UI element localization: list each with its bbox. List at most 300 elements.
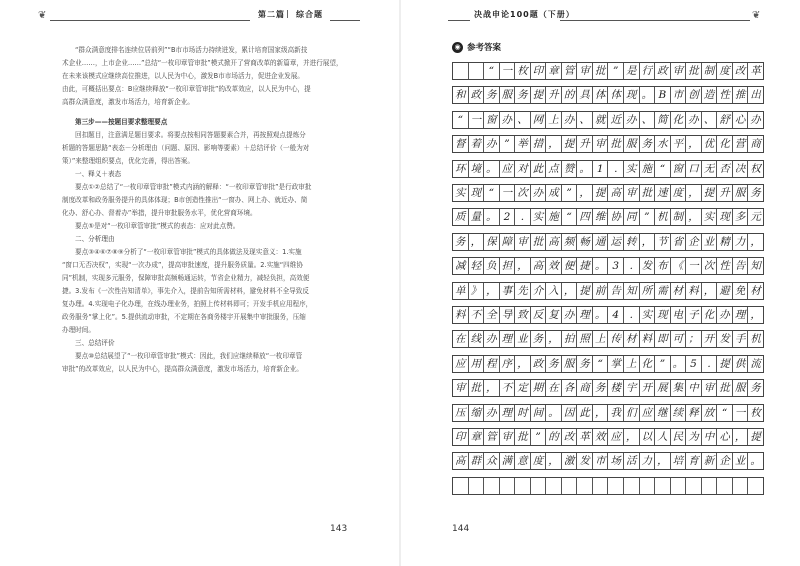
grid-cell: 释 xyxy=(686,405,702,421)
grid-cell xyxy=(702,478,718,494)
grid-cell: ， xyxy=(469,234,485,250)
grid-cell: “ xyxy=(655,161,671,177)
grid-cell: 上 xyxy=(546,112,562,128)
grid-cell: ， xyxy=(593,405,609,421)
grid-cell: 一 xyxy=(686,258,702,274)
grid-cell: 活 xyxy=(624,453,640,469)
grid-cell: 反 xyxy=(531,307,547,323)
grid-row xyxy=(452,111,764,129)
grid-cell: 升 xyxy=(717,185,733,201)
paragraph: 要点⑩总结展望了“一枚印章管审批”模式：因此，我们应继续释放“一枚印章管 xyxy=(75,352,303,360)
grid-cell xyxy=(453,63,469,79)
grid-cell: 料 xyxy=(686,283,702,299)
grid-cell: 满 xyxy=(500,453,516,469)
grid-cell: 众 xyxy=(484,453,500,469)
grid-cell: 和 xyxy=(453,87,469,103)
grid-cell: 2 xyxy=(500,209,516,225)
grid-cell: 化 xyxy=(717,136,733,152)
grid-cell xyxy=(655,478,671,494)
paragraph: 由此，可概括出要点：B应继续释放“一枚印章管审批”的改革效应，以人民为中心，提 xyxy=(62,85,311,93)
grid-cell: 优 xyxy=(702,136,718,152)
page-number: 144 xyxy=(452,524,470,534)
grid-cell: 料 xyxy=(453,307,469,323)
grid-cell: ， xyxy=(702,283,718,299)
paragraph: 捷。3.发布《一次性告知清单》，事先介入，提前告知所需材料，避免材料不全导致反 xyxy=(62,287,309,295)
grid-cell: 办 xyxy=(562,307,578,323)
header-ornament-icon: ❦ xyxy=(38,10,47,21)
grid-cell: 。 xyxy=(671,356,687,372)
grid-cell: ， xyxy=(484,283,500,299)
grid-cell: 减 xyxy=(453,258,469,274)
grid-cell: 以 xyxy=(640,429,656,445)
grid-cell: 创 xyxy=(686,87,702,103)
grid-cell: 提 xyxy=(717,356,733,372)
grid-cell: 出 xyxy=(750,89,761,102)
grid-cell: 为 xyxy=(686,429,702,445)
grid-cell: 转 xyxy=(624,234,640,250)
grid-row xyxy=(452,330,764,348)
grid-cell xyxy=(562,478,578,494)
grid-cell: ， xyxy=(640,234,656,250)
grid-cell: 多 xyxy=(733,209,749,225)
answer-badge-icon: ◉ xyxy=(452,42,463,53)
grid-cell: 楼 xyxy=(608,380,624,396)
grid-row xyxy=(452,233,764,251)
grid-cell xyxy=(469,63,485,79)
grid-cell: 的 xyxy=(546,429,562,445)
grid-cell: 施 xyxy=(546,209,562,225)
grid-cell: 集 xyxy=(671,380,687,396)
grid-cell: 一 xyxy=(733,405,749,421)
grid-cell: ， xyxy=(546,453,562,469)
grid-cell: 传 xyxy=(608,331,624,347)
grid-cell: 体 xyxy=(608,87,624,103)
grid-row xyxy=(452,379,764,397)
grid-cell: 心 xyxy=(733,112,749,128)
grid-cell: 程 xyxy=(484,356,500,372)
grid-cell: 高 xyxy=(546,234,562,250)
grid-cell: 。 xyxy=(593,307,609,323)
grid-cell: 畅 xyxy=(577,234,593,250)
grid-cell: 掌 xyxy=(608,356,624,372)
grid-cell xyxy=(671,478,687,494)
grid-cell: 批 xyxy=(686,63,702,79)
grid-cell: 应 xyxy=(640,405,656,421)
grid-cell: 性 xyxy=(717,87,733,103)
grid-cell: 压 xyxy=(453,405,469,421)
grid-cell: 审 xyxy=(515,234,531,250)
grid-cell: 导 xyxy=(500,307,516,323)
grid-cell: 化 xyxy=(671,112,687,128)
paragraph: 要点⑤是对“一枚印章管审批”模式的表态：应对此点赞。 xyxy=(75,222,240,230)
grid-cell: 批 xyxy=(608,136,624,152)
paragraph: 复办理。4.实现电子化办理，在线办理业务，拍照上传材料即可；开发手机应用程序， xyxy=(62,300,313,308)
grid-cell: 改 xyxy=(733,63,749,79)
grid-cell: 批 xyxy=(469,380,485,396)
grid-cell: 材 xyxy=(750,284,761,297)
grid-cell: 体 xyxy=(593,87,609,103)
grid-cell: 实 xyxy=(702,209,718,225)
paragraph: 化办、舒心办、督着办”举措，提升审批服务水平，优化营商环境。 xyxy=(62,209,257,217)
grid-cell: 升 xyxy=(577,136,593,152)
grid-cell: 运 xyxy=(608,234,624,250)
grid-cell: 否 xyxy=(717,161,733,177)
grid-cell: 办 xyxy=(484,331,500,347)
grid-cell: 发 xyxy=(717,331,733,347)
grid-cell: 服 xyxy=(562,356,578,372)
grid-cell: 务 xyxy=(577,356,593,372)
grid-cell xyxy=(624,478,640,494)
grid-cell: ， xyxy=(515,258,531,274)
grid-cell: 致 xyxy=(515,307,531,323)
grid-cell: 需 xyxy=(655,283,671,299)
grid-cell: 理 xyxy=(733,307,749,323)
grid-cell: 施 xyxy=(640,161,656,177)
grid-cell: 市 xyxy=(671,87,687,103)
grid-cell: 管 xyxy=(562,63,578,79)
grid-cell: 。 xyxy=(593,258,609,274)
grid-cell: 理 xyxy=(500,331,516,347)
grid-cell: 宇 xyxy=(624,380,640,396)
grid-cell: 子 xyxy=(686,307,702,323)
grid-cell: ， xyxy=(562,283,578,299)
grid-cell: 民 xyxy=(671,429,687,445)
grid-cell: 决 xyxy=(733,161,749,177)
grid-cell: “ xyxy=(484,185,500,201)
grid-cell: 维 xyxy=(593,209,609,225)
grid-cell: 全 xyxy=(484,307,500,323)
grid-cell xyxy=(748,478,763,494)
grid-cell: “ xyxy=(562,209,578,225)
grid-cell: 办 xyxy=(531,185,547,201)
grid-cell: 批 xyxy=(515,429,531,445)
grid-cell: 应 xyxy=(500,161,516,177)
grid-cell: 服 xyxy=(500,87,516,103)
grid-cell: 发 xyxy=(640,258,656,274)
grid-cell: 不 xyxy=(469,307,485,323)
grid-cell: 人 xyxy=(655,429,671,445)
grid-row xyxy=(452,306,764,324)
grid-cell: 应 xyxy=(608,429,624,445)
grid-cell: ” xyxy=(531,429,547,445)
grid-cell: 审 xyxy=(500,429,516,445)
page-number: 143 xyxy=(330,524,348,534)
grid-cell: ， xyxy=(484,380,500,396)
grid-cell xyxy=(546,478,562,494)
grid-cell: 元 xyxy=(750,211,761,224)
grid-cell: 照 xyxy=(577,331,593,347)
grid-cell: 理 xyxy=(500,405,516,421)
grid-row xyxy=(452,452,764,470)
grid-cell: 务 xyxy=(531,331,547,347)
grid-cell: 对 xyxy=(515,161,531,177)
paragraph: “窗口无否决权”，实现“一次办成”，提高审批速度，提升服务质量。2.实施“四维协 xyxy=(62,261,303,269)
grid-cell: ， xyxy=(686,185,702,201)
grid-cell: 。 xyxy=(577,161,593,177)
grid-cell: 企 xyxy=(686,234,702,250)
grid-cell: 因 xyxy=(562,405,578,421)
paragraph: 政务服务“掌上化”。5.提供流动审批，不定期在各商务楼宇开展集中审批服务，压缩 xyxy=(62,313,306,321)
grid-cell xyxy=(717,478,733,494)
grid-cell xyxy=(453,478,469,494)
grid-cell: 升 xyxy=(546,87,562,103)
grid-cell: 培 xyxy=(671,453,687,469)
grid-cell: 们 xyxy=(624,405,640,421)
grid-cell: 开 xyxy=(640,380,656,396)
grid-cell: 捷 xyxy=(577,258,593,274)
grid-cell: 开 xyxy=(702,331,718,347)
grid-cell: 审 xyxy=(624,185,640,201)
grid-cell: 度 xyxy=(531,453,547,469)
grid-cell: 办 xyxy=(750,113,761,126)
section-heading: 二、分析理由 xyxy=(75,235,115,243)
grid-cell xyxy=(500,478,516,494)
grid-cell: 频 xyxy=(562,234,578,250)
grid-cell: 务 xyxy=(750,382,761,395)
grid-cell: 入 xyxy=(546,283,562,299)
paragraph: 策）”来整理组织要点，优化完善，得出答案。 xyxy=(62,157,194,165)
grid-cell: 窗 xyxy=(671,161,687,177)
header-divider: | xyxy=(286,9,290,18)
grid-cell: 化 xyxy=(640,356,656,372)
grid-cell: 《 xyxy=(671,258,687,274)
grid-cell: 近 xyxy=(608,112,624,128)
grid-cell: 中 xyxy=(686,380,702,396)
grid-cell xyxy=(531,478,547,494)
grid-cell: 提 xyxy=(562,136,578,152)
grid-cell: 线 xyxy=(469,331,485,347)
grid-row xyxy=(452,428,764,446)
grid-cell: 5 xyxy=(686,356,702,372)
grid-cell: 复 xyxy=(546,307,562,323)
grid-row xyxy=(452,62,764,80)
grid-cell: 精 xyxy=(717,234,733,250)
section-heading: 一、释义＋表态 xyxy=(75,170,122,178)
grid-cell xyxy=(484,478,500,494)
grid-cell: 3 xyxy=(608,258,624,274)
grid-cell: 制 xyxy=(671,209,687,225)
grid-cell: 就 xyxy=(593,112,609,128)
paragraph: 在未来该模式应继续高位推进，以人民为中心，激发B市市场活力，促进企业发展。 xyxy=(62,72,304,80)
grid-cell xyxy=(608,478,624,494)
grid-cell: 务 xyxy=(453,234,469,250)
grid-cell: 继 xyxy=(655,405,671,421)
grid-cell: 批 xyxy=(531,234,547,250)
grid-cell: ； xyxy=(686,331,702,347)
grid-cell: “ xyxy=(717,405,733,421)
grid-cell: 、 xyxy=(515,112,531,128)
grid-cell: 务 xyxy=(750,187,761,199)
grid-cell: 口 xyxy=(686,161,702,177)
grid-cell: 章 xyxy=(469,429,485,445)
grid-row xyxy=(452,208,764,226)
grid-cell: 避 xyxy=(717,283,733,299)
grid-cell: 枚 xyxy=(515,63,531,79)
grid-cell: 此 xyxy=(531,161,547,177)
grid-cell: 。 xyxy=(484,209,500,225)
grid-cell: 。 xyxy=(640,87,656,103)
grid-cell: ， xyxy=(546,136,562,152)
grid-cell: “ xyxy=(593,356,609,372)
grid-cell: 是 xyxy=(624,63,640,79)
grid-cell: 效 xyxy=(546,258,562,274)
grid-cell: 商 xyxy=(577,380,593,396)
grid-cell: 介 xyxy=(531,283,547,299)
grid-cell: 成 xyxy=(546,185,562,201)
grid-cell: 次 xyxy=(702,258,718,274)
grid-cell: 审 xyxy=(577,63,593,79)
grid-row xyxy=(452,282,764,300)
grid-row xyxy=(452,160,764,178)
grid-cell: 服 xyxy=(733,185,749,201)
paragraph: 审批”的改革效应，以人民为中心，提高群众满意度，激发市场活力，培育新企业。 xyxy=(62,365,303,373)
grid-cell: 障 xyxy=(500,234,516,250)
grid-cell: . xyxy=(702,356,718,372)
grid-cell: . xyxy=(608,161,624,177)
grid-cell: 实 xyxy=(624,161,640,177)
grid-cell: 务 xyxy=(515,87,531,103)
grid-cell: 造 xyxy=(702,87,718,103)
grid-row xyxy=(452,86,764,104)
grid-cell: 。 xyxy=(484,161,500,177)
grid-cell: 事 xyxy=(500,283,516,299)
grid-cell: 群 xyxy=(469,453,485,469)
grid-cell: 效 xyxy=(593,429,609,445)
grid-cell: 便 xyxy=(562,258,578,274)
grid-cell: 审 xyxy=(453,380,469,396)
grid-cell: 告 xyxy=(608,283,624,299)
grid-cell xyxy=(515,478,531,494)
paragraph: 要点①②总结了“一枚印章管审批”模式内涵的解释：“一枚印章管审批”是行政审批 xyxy=(75,183,312,191)
grid-cell: 次 xyxy=(515,185,531,201)
grid-cell: 革 xyxy=(750,65,761,77)
grid-cell: 政 xyxy=(655,63,671,79)
grid-cell: 。 xyxy=(546,405,562,421)
grid-cell: 办 xyxy=(717,307,733,323)
grid-cell: 轻 xyxy=(469,258,485,274)
section-label: 第二篇 xyxy=(258,10,285,19)
grid-cell: 高 xyxy=(608,185,624,201)
grid-cell: 办 xyxy=(484,136,500,152)
grid-cell: 所 xyxy=(640,283,656,299)
grid-cell: 流 xyxy=(750,357,761,370)
grid-cell: ” xyxy=(500,136,516,152)
grid-cell: 批 xyxy=(593,63,609,79)
grid-cell: 时 xyxy=(515,405,531,421)
grid-cell: 商 xyxy=(750,138,761,151)
grid-cell: 度 xyxy=(717,63,733,79)
answer-heading xyxy=(452,41,501,53)
grid-cell: 定 xyxy=(515,380,531,396)
grid-cell: 手 xyxy=(733,331,749,347)
chapter-label: 综合题 xyxy=(296,10,323,19)
grid-cell: 省 xyxy=(671,234,687,250)
grid-cell: 平 xyxy=(671,136,687,152)
grid-cell: 新 xyxy=(702,453,718,469)
grid-cell: ” xyxy=(640,209,656,225)
grid-cell: 我 xyxy=(608,405,624,421)
grid-cell: 政 xyxy=(531,356,547,372)
grid-cell: 化 xyxy=(702,307,718,323)
grid-cell: 批 xyxy=(717,380,733,396)
grid-cell: 育 xyxy=(686,453,702,469)
grid-cell: 业 xyxy=(515,331,531,347)
grid-cell: 简 xyxy=(655,112,671,128)
grid-cell xyxy=(640,478,656,494)
grid-cell: ” xyxy=(655,356,671,372)
paragraph: 同”机制，实现多元服务，保障审批高频畅通运转，节省企业精力，减轻负担，高效便 xyxy=(62,274,310,282)
grid-cell: 现 xyxy=(655,307,671,323)
grid-cell: 续 xyxy=(671,405,687,421)
grid-cell: 》 xyxy=(469,283,485,299)
grid-row xyxy=(452,135,764,153)
grid-cell: 理 xyxy=(577,307,593,323)
grid-cell: 服 xyxy=(624,136,640,152)
grid-cell: 提 xyxy=(750,431,761,443)
grid-cell: 知 xyxy=(750,260,761,273)
grid-cell: 务 xyxy=(640,136,656,152)
grid-cell: 印 xyxy=(453,429,469,445)
grid-cell: 序 xyxy=(500,356,516,372)
grid-cell: 环 xyxy=(453,161,469,177)
grid-cell: 章 xyxy=(546,63,562,79)
grid-cell: 展 xyxy=(655,380,671,396)
grid-cell: . xyxy=(624,258,640,274)
grid-cell: 实 xyxy=(640,307,656,323)
grid-cell: 量 xyxy=(469,209,485,225)
grid-cell: 发 xyxy=(577,453,593,469)
grid-cell: 高 xyxy=(531,258,547,274)
grid-cell xyxy=(686,478,702,494)
grid-cell xyxy=(733,478,749,494)
grid-cell: 具 xyxy=(577,87,593,103)
grid-row xyxy=(452,184,764,202)
grid-cell: 举 xyxy=(515,136,531,152)
grid-cell: 担 xyxy=(500,258,516,274)
paragraph: 回扣题目，注意满足题目要求。将要点按相同答题要素合并，再按照观点提炼分 xyxy=(75,131,306,139)
grid-cell: 无 xyxy=(702,161,718,177)
grid-cell: 批 xyxy=(640,185,656,201)
grid-cell: 布 xyxy=(655,258,671,274)
grid-cell: 性 xyxy=(717,258,733,274)
grid-cell: 督 xyxy=(453,136,469,152)
grid-cell xyxy=(577,478,593,494)
grid-cell: “ xyxy=(453,112,469,128)
grid-cell: ， xyxy=(577,185,593,201)
grid-cell: 提 xyxy=(702,185,718,201)
grid-cell: 放 xyxy=(702,405,718,421)
grid-cell: 料 xyxy=(640,331,656,347)
grid-cell: 先 xyxy=(515,283,531,299)
grid-cell: 可 xyxy=(671,331,687,347)
grid-cell: 1 xyxy=(593,161,609,177)
grid-cell: 即 xyxy=(655,331,671,347)
grid-cell: ， xyxy=(750,309,761,321)
grid-cell: 办 xyxy=(624,112,640,128)
grid-cell: ， xyxy=(546,331,562,347)
grid-cell: 管 xyxy=(484,429,500,445)
grid-cell: 制 xyxy=(702,63,718,79)
grid-cell xyxy=(469,478,485,494)
grid-cell: ” xyxy=(608,63,624,79)
paragraph: “群众满意度排名连续位居前列”“B市市场活力持续迸发，累计培育国家级高新技 xyxy=(75,46,308,54)
grid-cell: 不 xyxy=(500,380,516,396)
grid-cell: 缩 xyxy=(469,405,485,421)
grid-cell: ， xyxy=(686,136,702,152)
grid-cell: 激 xyxy=(562,453,578,469)
grid-cell: 意 xyxy=(515,453,531,469)
grid-cell: 务 xyxy=(593,380,609,396)
